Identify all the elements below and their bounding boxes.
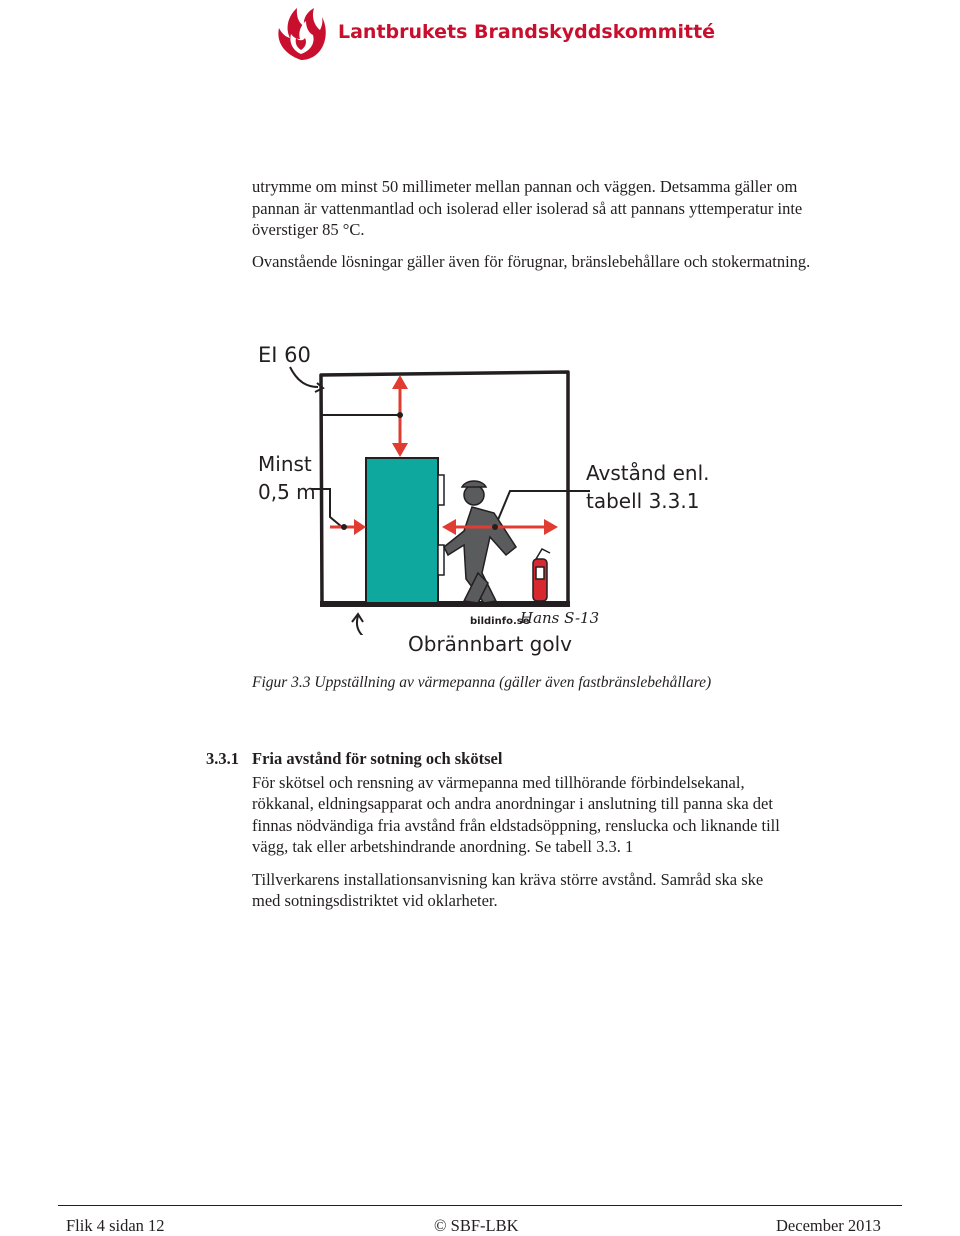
- section-3-3-1: [206, 748, 826, 912]
- footer-copyright: © SBF-LBK: [434, 1216, 519, 1235]
- footer-page-reference: Flik 4 sidan 12: [66, 1216, 165, 1235]
- boiler-hatch: [438, 545, 444, 575]
- section-paragraph-manufacturer: Tillverkarens installationsanvisning kan kräva större avstånd. Samråd ska ske med sotningsdistriktet vid oklarheter.: [252, 869, 764, 910]
- section-heading: [206, 748, 826, 770]
- image-credit: bildinfo.se: [470, 616, 530, 627]
- distance-arrows: [330, 375, 558, 535]
- flame-logo-icon: [270, 4, 332, 62]
- noncombustible-floor: [320, 601, 570, 607]
- footer-date: December 2013: [776, 1216, 881, 1235]
- figure-caption: Figur 3.3 Uppställning av värmepanna (gäller även fastbränslebehållare): [252, 674, 712, 691]
- table-distance-label: Avstånd enl. tabell 3.3.1: [586, 461, 710, 513]
- organization-name: Lantbrukets Brandskyddskommitté: [338, 21, 716, 43]
- technician-figure: [444, 481, 516, 603]
- section-title: Fria avstånd för sotning och skötsel: [252, 749, 503, 768]
- wall-rating-label: EI 60: [258, 343, 311, 367]
- floor-label: Obrännbart golv: [408, 632, 572, 656]
- page-header: [270, 4, 750, 64]
- boiler-handle: [438, 475, 444, 505]
- minimum-distance-label: Minst 0,5 m: [258, 452, 316, 504]
- section-number: 3.3.1: [206, 749, 239, 768]
- artist-signature: Hans S-13: [520, 609, 600, 627]
- boiler: [366, 458, 438, 603]
- boiler-installation-figure: [250, 335, 710, 665]
- section-paragraph-clearances: För skötsel och rensning av värmepanna med tillhörande förbindelsekanal, rökkanal, eldningsapparat och andra anordningar i anslutning till panna ska det finnas nödvändiga fria avstånd från eldstadsöppning, renslucka och liknande till vägg, tak eller arbetshindrande anordning. Se tabell 3.3. 1: [252, 772, 780, 856]
- fire-extinguisher: [533, 549, 550, 601]
- footer-divider: [58, 1205, 902, 1206]
- paragraph-solutions: Ovanstående lösningar gäller även för förugnar, bränslebehållare och stokermatning.: [252, 252, 811, 271]
- paragraph-intro: utrymme om minst 50 millimeter mellan pannan och väggen. Detsamma gäller om pannan är vattenmantlad och isolerad eller isolerad så att pannans yttemperatur inte överstiger 85 °C.: [252, 177, 803, 239]
